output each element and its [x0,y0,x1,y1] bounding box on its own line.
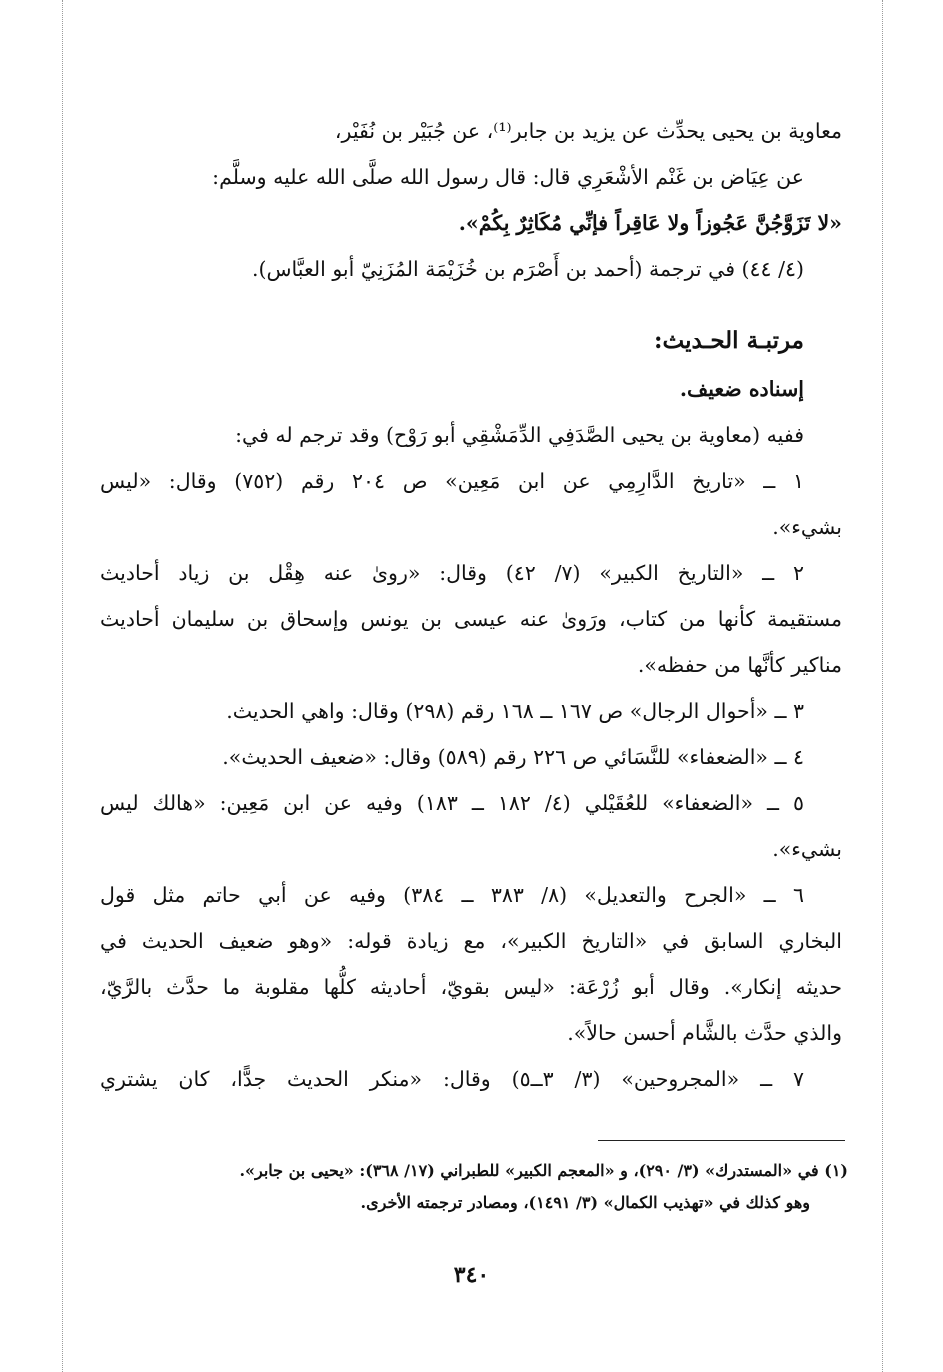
main-text [100,108,842,1102]
footnotes [100,1155,848,1219]
list-item [100,550,842,688]
isnad-verdict: إسناده ضعيف. [679,377,804,401]
list-item-line: ١ ــ «تاريخ الدَّارِمِي عن ابن مَعِين» ص ٢٠٤ رقم (٧٥٢) وقال: «ليس [100,469,805,493]
list-item-line: مستقيمة كأنها من كتاب، ورَوىٰ عنه عيسى بن يونس وإسحاق بن سليمان أحاديث [100,607,842,631]
list-item-line: مناكير كأنَّها من حفظه». [637,653,842,677]
list-item-line: والذي حدَّث بالشَّام أحسن حالاً». [567,1021,842,1045]
list-item [100,1056,842,1102]
list-item [100,688,842,734]
list-item-line: ٥ ــ «الضعفاء» للعُقَيْلي (٤/ ١٨٢ ــ ١٨٣) وفيه عن ابن مَعِين: «هالك ليس [100,791,804,815]
list-item [100,872,842,1056]
list-item-line: بشيء». [772,515,842,539]
list-item-line: ٣ ــ «أحوال الرجال» ص ١٦٧ ــ ١٦٨ رقم (٢٩٨) وقال: واهي الحديث. [226,699,804,723]
hadith-quote: «لا تَزَوَّجُنَّ عَجُوزاً ولا عَاقِراً فإنِّي مُكَاثِرٌ بِكُمْ». [458,211,842,235]
list-item-line: ٧ ــ «المجروحين» (٣/ ٣ــ٥) وقال: «منكر الحديث جدًّا، كان يشتري [100,1067,804,1091]
page-number: ٣٤٠ [453,1262,490,1288]
list-item [100,780,842,872]
list-item-line: البخاري السابق في «التاريخ الكبير»، مع زيادة قوله: «وهو ضعيف الحديث في [100,929,842,953]
section-heading: مرتبـة الحـديث: [654,327,804,354]
list-item [100,734,842,780]
list-item-line: حديثه إنكار». وقال أبو زُرْعَة: «ليس بقويّ، أحاديثه كلُّها مقلوبة ما حدَّث بالرَّيّ، [100,975,842,999]
text-line-1: معاوية بن يحيى يحدِّث عن يزيد بن جابر⁽¹⁾، عن جُبَيْر بن نُفَيْر، [334,119,842,143]
narrator-intro: ففيه (معاوية بن يحيى الصَّدَفِي الدِّمَشْقِي أبو رَوْح) وقد ترجم له في: [235,423,804,447]
list-item-line: ٢ ــ «التاريخ الكبير» (٧/ ٤٢) وقال: «روىٰ عنه هِقْل بن زياد أحاديث [100,561,804,585]
margin-guide-right [882,0,883,1372]
list-item-line: بشيء». [772,837,842,861]
list-item [100,458,842,550]
text-line-2: عن عِيَاض بن غَنْم الأشْعَرِي قال: قال رسول الله صلَّى الله عليه وسلَّم: [212,165,804,189]
source-reference: (٤/ ٤٤) في ترجمة (أحمد بن أَصْرَم بن خُزَيْمَة المُزَنِيّ أبو العبَّاس). [252,257,804,281]
footnote-1: (١) في «المستدرك» (٣/ ٢٩٠)، و «المعجم الكبير» للطبراني (١٧/ ٣٦٨): «يحيى بن جابر». [239,1161,848,1180]
list-item-line: ٤ ــ «الضعفاء» للنَّسَائي ص ٢٢٦ رقم (٥٨٩) وقال: «ضعيف الحديث». [222,745,804,769]
margin-guide-left [62,0,63,1372]
footnote-separator [598,1140,845,1141]
sources-list [100,458,842,1102]
footnote-1-continued: وهو كذلك في «تهذيب الكمال» (٣/ ١٤٩١)، ومصادر ترجمته الأخرى. [360,1193,810,1212]
list-item-line: ٦ ــ «الجرح والتعديل» (٨/ ٣٨٣ ــ ٣٨٤) وفيه عن أبي حاتم مثل قول [100,883,804,907]
